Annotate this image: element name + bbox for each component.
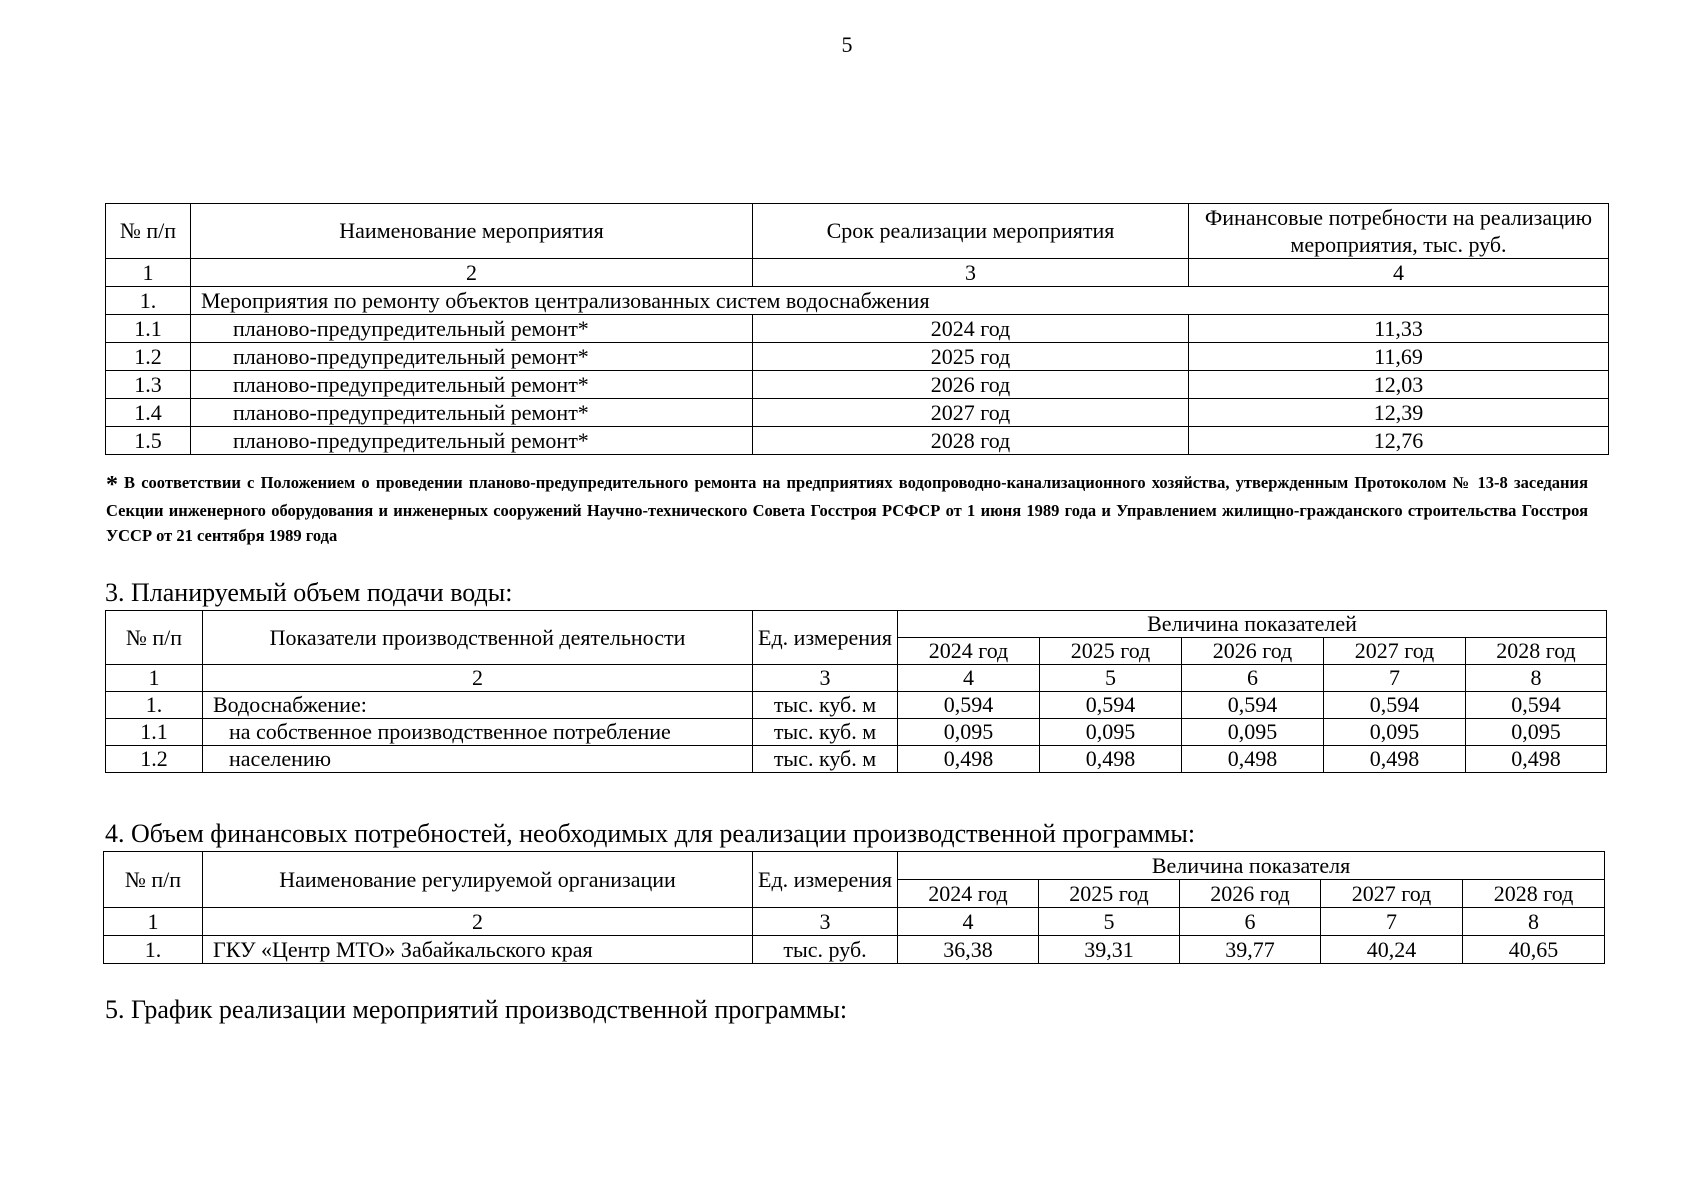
header-activity-name: Наименование мероприятия [191,204,753,259]
col-number: 7 [1324,665,1466,692]
header-values: Величина показателей [898,611,1607,638]
row-value: 36,38 [898,936,1039,964]
row-name: ГКУ «Центр МТО» Забайкальского края [203,936,753,964]
row-value: 0,498 [898,746,1040,773]
row-name: планово-предупредительный ремонт* [191,371,753,399]
table-row [106,399,1609,427]
header-unit: Ед. измерения [753,611,898,665]
column-numbers-row [106,259,1609,287]
col-number: 2 [203,908,753,936]
row-num: 1.2 [106,746,203,773]
row-name: планово-предупредительный ремонт* [191,343,753,371]
group-row [106,287,1609,315]
table-row [106,315,1609,343]
col-number: 6 [1180,908,1321,936]
table-row [104,936,1605,964]
row-term: 2027 год [753,399,1189,427]
row-value: 0,095 [1040,719,1182,746]
row-value: 0,095 [1466,719,1607,746]
table-row [106,343,1609,371]
row-value: 0,095 [1182,719,1324,746]
row-num: 1.1 [106,315,191,343]
row-unit: тыс. куб. м [753,692,898,719]
row-term: 2026 год [753,371,1189,399]
row-value: 0,498 [1324,746,1466,773]
header-num: № п/п [106,611,203,665]
row-num: 1.2 [106,343,191,371]
row-term: 2028 год [753,427,1189,455]
row-value: 0,498 [1182,746,1324,773]
row-num: 1.1 [106,719,203,746]
row-name: планово-предупредительный ремонт* [191,399,753,427]
section-3-title: 3. Планируемый объем подачи воды: [105,578,513,607]
row-value: 40,24 [1321,936,1463,964]
row-num: 1. [104,936,203,964]
group-name: Мероприятия по ремонту объектов централизованных систем водоснабжения [191,287,1609,315]
row-num: 1.5 [106,427,191,455]
row-name: Водоснабжение: [203,692,753,719]
table-header-row [106,204,1609,259]
financial-needs-table [103,851,1605,964]
col-number: 3 [753,908,898,936]
table-row [106,746,1607,773]
col-number: 5 [1039,908,1180,936]
row-value: 39,31 [1039,936,1180,964]
col-number: 3 [753,259,1189,287]
row-value: 0,594 [1324,692,1466,719]
row-value: 0,095 [1324,719,1466,746]
header-year: 2027 год [1324,638,1466,665]
row-name: на собственное производственное потребление [203,719,753,746]
row-value: 40,65 [1463,936,1605,964]
row-name: планово-предупредительный ремонт* [191,427,753,455]
group-num: 1. [106,287,191,315]
header-num: № п/п [106,204,191,259]
row-unit: тыс. куб. м [753,746,898,773]
table-row [106,692,1607,719]
col-number: 2 [203,665,753,692]
row-value: 0,594 [1466,692,1607,719]
header-year: 2024 год [898,638,1040,665]
col-number: 1 [104,908,203,936]
row-value: 12,03 [1189,371,1609,399]
col-number: 4 [898,665,1040,692]
footnote [106,470,1588,548]
table-row [106,427,1609,455]
row-value: 0,594 [1182,692,1324,719]
col-number: 6 [1182,665,1324,692]
row-num: 1. [106,692,203,719]
footnote-text: В соответствии с Положением о проведении планово-предупредительного ремонта на предприятиях водопроводно-канализационного хозяйства, утвержденным Протоколом № 13-8 заседания Секции инженерного оборудования и инженерных сооружений Научно-технического Совета Госстроя РСФСР от 1 июня 1989 года и Управлением жилищно-гражданского строительства Госстроя УССР от 21 сентября 1989 года [106,473,1588,545]
col-number: 4 [898,908,1039,936]
header-year: 2025 год [1039,880,1180,908]
row-num: 1.3 [106,371,191,399]
header-year: 2026 год [1180,880,1321,908]
header-num: № п/п [104,852,203,908]
col-number: 7 [1321,908,1463,936]
table-row [106,719,1607,746]
water-supply-table [105,610,1607,773]
col-number: 1 [106,259,191,287]
row-value: 11,33 [1189,315,1609,343]
row-value: 39,77 [1180,936,1321,964]
header-indicator: Показатели производственной деятельности [203,611,753,665]
col-number: 2 [191,259,753,287]
row-term: 2024 год [753,315,1189,343]
row-value: 0,594 [1040,692,1182,719]
col-number: 4 [1189,259,1609,287]
row-unit: тыс. куб. м [753,719,898,746]
table-header-row [106,611,1607,638]
col-number: 3 [753,665,898,692]
table-row [106,371,1609,399]
row-num: 1.4 [106,399,191,427]
header-year: 2026 год [1182,638,1324,665]
row-unit: тыс. руб. [753,936,898,964]
header-year: 2028 год [1463,880,1605,908]
header-year: 2028 год [1466,638,1607,665]
footnote-star: * [106,472,118,498]
col-number: 8 [1463,908,1605,936]
repair-activities-table [105,203,1609,455]
header-year: 2027 год [1321,880,1463,908]
row-value: 0,594 [898,692,1040,719]
row-value: 12,39 [1189,399,1609,427]
row-name: населению [203,746,753,773]
column-numbers-row [104,908,1605,936]
header-year: 2025 год [1040,638,1182,665]
row-value: 0,498 [1466,746,1607,773]
table-header-row [104,852,1605,880]
section-4-title: 4. Объем финансовых потребностей, необходимых для реализации производственной программы: [105,819,1196,848]
row-term: 2025 год [753,343,1189,371]
header-values: Величина показателя [898,852,1605,880]
header-finance: Финансовые потребности на реализацию мероприятия, тыс. руб. [1189,204,1609,259]
page-number: 5 [841,32,853,57]
column-numbers-row [106,665,1607,692]
header-organization: Наименование регулируемой организации [203,852,753,908]
col-number: 1 [106,665,203,692]
header-unit: Ед. измерения [753,852,898,908]
row-value: 0,095 [898,719,1040,746]
section-5-title: 5. График реализации мероприятий производственной программы: [105,995,848,1024]
row-value: 12,76 [1189,427,1609,455]
col-number: 8 [1466,665,1607,692]
col-number: 5 [1040,665,1182,692]
row-name: планово-предупредительный ремонт* [191,315,753,343]
row-value: 0,498 [1040,746,1182,773]
row-value: 11,69 [1189,343,1609,371]
header-year: 2024 год [898,880,1039,908]
header-term: Срок реализации мероприятия [753,204,1189,259]
